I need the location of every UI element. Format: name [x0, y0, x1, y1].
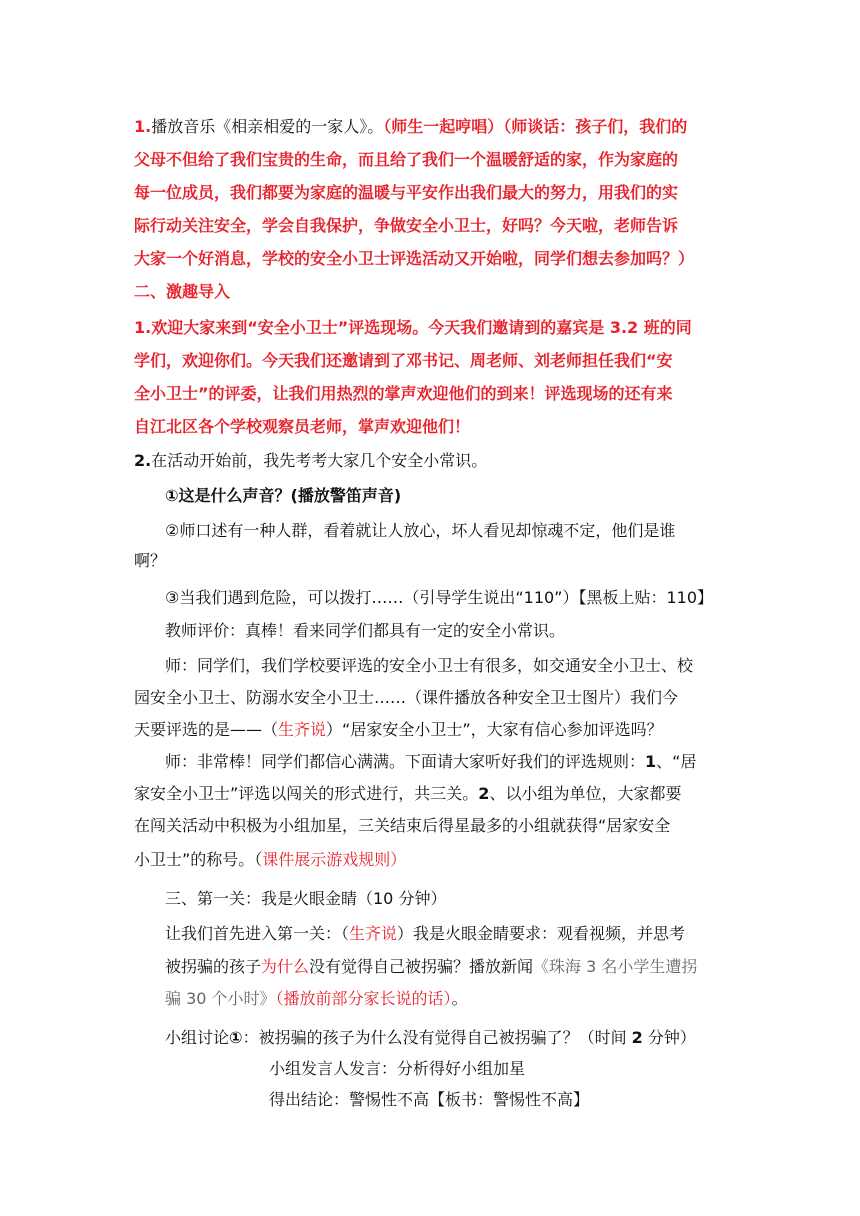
text-line: [134, 417, 470, 437]
text-segment: ①: [229, 1028, 243, 1047]
text-line: [165, 486, 401, 506]
text-line: [134, 720, 663, 740]
text-line: [134, 384, 673, 404]
text-line: [134, 784, 681, 804]
text-segment: 三、第一关：我是火眼金睛（10 分钟）: [165, 889, 447, 908]
text-segment: 啊？: [134, 551, 167, 570]
text-segment: 《珠海 3 名小学生遭拐: [533, 957, 698, 976]
text-segment: 际行动关注安全，学会自我保护，争做安全小卫士，好吗？今天啦，老师告诉: [134, 216, 679, 235]
text-segment: 1.欢迎大家来到“安全小卫士”评选现场。今天我们邀请到的嘉宾是 3.2 班的同: [134, 318, 692, 337]
text-line: [134, 850, 406, 870]
text-line: [165, 1028, 696, 1048]
text-segment: 骗 30 个小时》: [165, 989, 276, 1008]
text-segment: 让我们首先进入第一关：（: [165, 924, 350, 943]
text-line: [165, 957, 697, 977]
text-segment: 在活动开始前，我先考考大家几个安全小常识。: [151, 451, 488, 470]
text-segment: （师生一起哼唱）（师谈话：孩子们，我们的: [383, 117, 688, 136]
text-line: [134, 451, 487, 471]
text-segment: ①这是什么声音？(播放警笛声音): [165, 486, 402, 505]
text-segment: 二、激趣导入: [134, 282, 231, 301]
text-segment: 师：非常棒！同学们都信心满满。下面请大家听好我们的评选规则：: [165, 752, 646, 771]
text-segment: 全小卫士”的评委，让我们用热烈的掌声欢迎他们的到来！评选现场的还有来: [134, 384, 673, 403]
text-segment: 父母不但给了我们宝贵的生命，而且给了我们一个温暖舒适的家，作为家庭的: [134, 150, 679, 169]
text-line: [134, 282, 230, 302]
text-line: [165, 656, 693, 676]
text-segment: 自江北区各个学校观察员老师，掌声欢迎他们！: [134, 417, 471, 436]
text-line: [134, 183, 678, 203]
text-segment: 小组讨论: [165, 1028, 230, 1047]
text-segment: 。: [451, 989, 468, 1008]
text-segment: 1.: [134, 117, 152, 136]
text-line: [134, 249, 694, 269]
text-segment: 、以小组为单位，大家都要: [489, 784, 682, 803]
text-segment: ）我是火眼金睛要求：观看视频，并思考: [397, 924, 686, 943]
text-line: [165, 924, 685, 944]
text-line: [134, 150, 678, 170]
text-segment: （播放前部分家长说的话）: [275, 989, 452, 1008]
text-line: [134, 117, 687, 137]
text-segment: 为什么: [261, 957, 310, 976]
text-line: [269, 1090, 589, 1110]
text-line: [134, 351, 673, 371]
text-line: [165, 588, 713, 608]
text-segment: 园安全小卫士、防溺水安全小卫士……（课件播放各种安全卫士图片）我们今: [134, 688, 679, 707]
text-segment: 得出结论：警惕性不高【板书：警惕性不高】: [269, 1090, 590, 1109]
text-segment: 生齐说: [349, 924, 398, 943]
text-segment: 2.: [134, 451, 152, 470]
text-segment: 天要评选的是——（: [134, 720, 279, 739]
text-line: [165, 621, 565, 641]
text-line: [134, 688, 678, 708]
text-segment: 生齐说: [278, 720, 327, 739]
text-segment: 被拐骗的孩子: [165, 957, 262, 976]
text-segment: 分钟）: [642, 1028, 696, 1047]
text-segment: 播放音乐《相亲相爱的一家人》。: [151, 117, 384, 136]
text-segment: 没有觉得自己被拐骗？播放新闻: [309, 957, 534, 976]
text-line: [134, 216, 678, 236]
text-segment: 小卫士”的称号。（: [134, 850, 263, 869]
text-segment: 教师评价：真棒！看来同学们都具有一定的安全小常识。: [165, 621, 566, 640]
text-segment: 在闯关活动中积极为小组加星，三关结束后得星最多的小组就获得“居家安全: [134, 816, 671, 835]
text-line: [134, 551, 166, 571]
text-segment: ：被拐骗的孩子为什么没有觉得自己被拐骗了？（时间: [242, 1028, 632, 1047]
text-segment: ）“居家安全小卫士”，大家有信心参加评选吗？: [326, 720, 663, 739]
text-segment: 、“居: [656, 752, 697, 771]
text-segment: 1: [645, 752, 657, 771]
text-segment: 每一位成员，我们都要为家庭的温暖与平安作出我们最大的努力，用我们的实: [134, 183, 679, 202]
text-segment: ③当我们遇到危险，可以拨打……（引导学生说出“110”）【黑板上贴：110】: [165, 588, 714, 607]
text-line: [165, 752, 696, 772]
text-segment: 课件展示游戏规则）: [262, 850, 407, 869]
text-segment: 学们，欢迎你们。今天我们还邀请到了邓书记、周老师、刘老师担任我们“安: [134, 351, 673, 370]
text-line: [134, 318, 692, 338]
text-line: [165, 889, 446, 909]
text-segment: ②师口述有一种人群，看着就让人放心，坏人看见却惊魂不定，他们是谁: [165, 521, 676, 540]
text-segment: 2: [478, 784, 490, 803]
text-line: [165, 989, 468, 1009]
text-segment: 2: [631, 1028, 643, 1047]
text-segment: 家安全小卫士”评选以闯关的形式进行，共三关。: [134, 784, 479, 803]
text-segment: 大家一个好消息，学校的安全小卫士评选活动又开始啦，同学们想去参加吗？）: [134, 249, 695, 268]
text-segment: 师：同学们，我们学校要评选的安全小卫士有很多，如交通安全小卫士、校: [165, 656, 694, 675]
text-line: [165, 521, 675, 541]
text-segment: 小组发言人发言：分析得好小组加星: [269, 1059, 526, 1078]
text-line: [269, 1059, 525, 1079]
text-line: [134, 816, 670, 836]
